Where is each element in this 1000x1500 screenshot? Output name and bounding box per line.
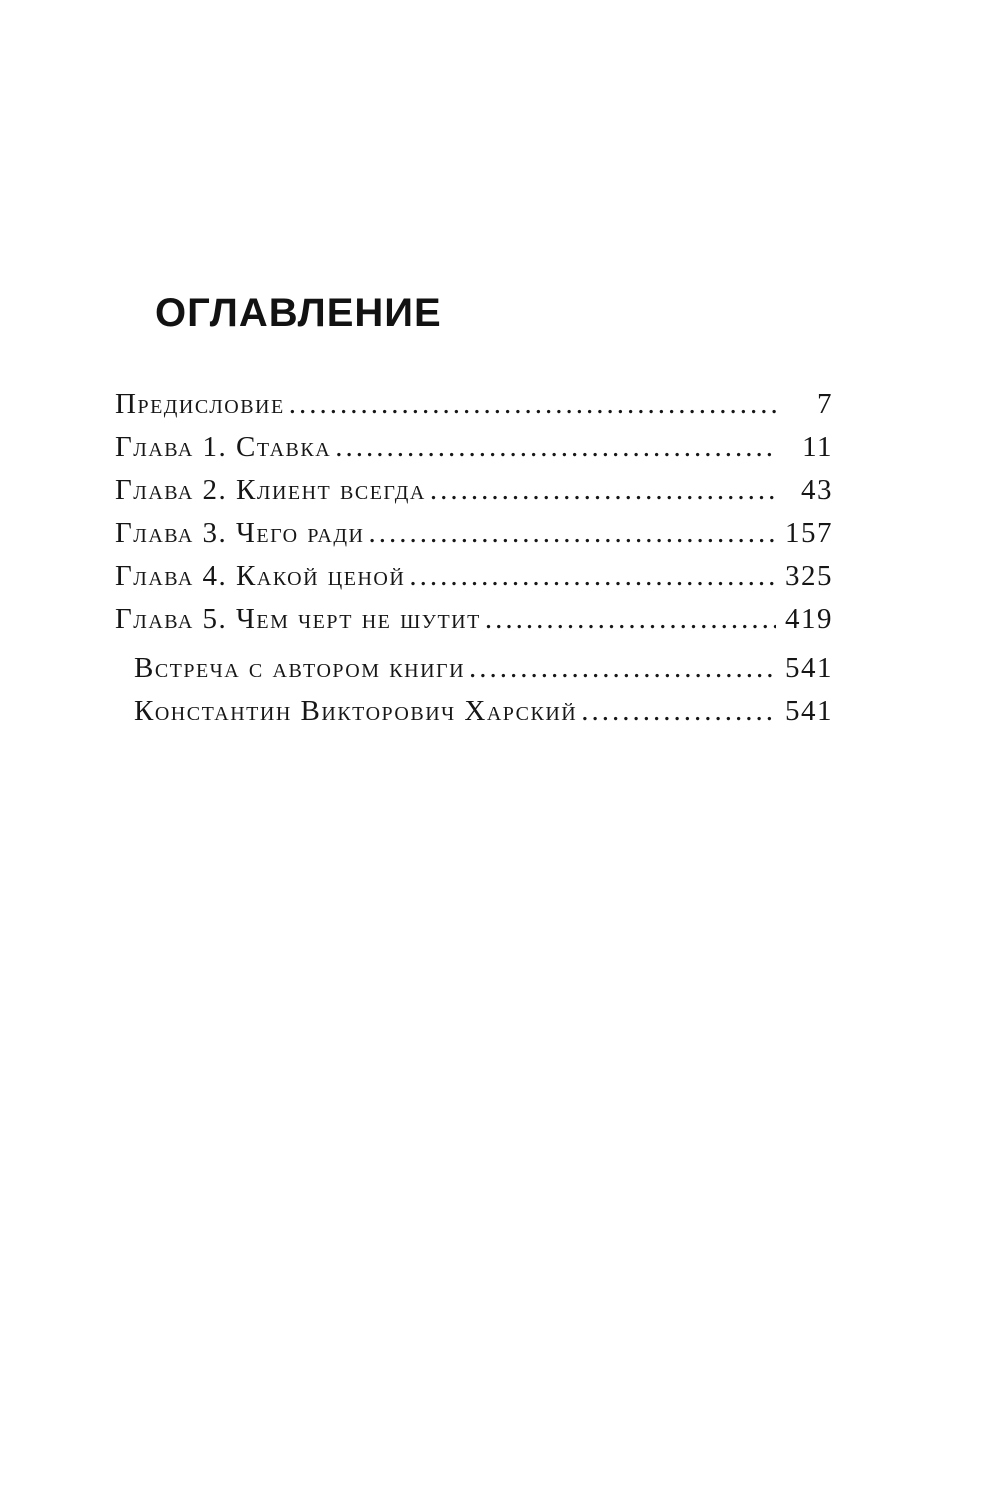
toc-entry-label: Глава 3. Чего ради	[115, 517, 365, 549]
toc-entry-page: 541	[785, 652, 833, 684]
toc-dot-leader	[368, 512, 776, 555]
toc-entry-chapter-1	[115, 426, 833, 469]
toc-entry-label: Глава 5. Чем черт не шутит	[115, 603, 481, 635]
toc-entry-label: Глава 1. Ставка	[115, 431, 332, 463]
toc-dot-leader	[409, 555, 776, 598]
toc-entry-chapter-3	[115, 512, 833, 555]
toc-dot-leader	[581, 690, 776, 733]
toc-dot-leader	[430, 469, 776, 512]
toc-entry-chapter-2	[115, 469, 833, 512]
toc-entry-page: 7	[817, 388, 833, 420]
toc-entry-page: 43	[801, 474, 833, 506]
toc-entry-author-name	[115, 690, 833, 733]
toc-dot-leader	[289, 383, 776, 426]
toc-entry-label: Предисловие	[115, 388, 285, 420]
toc-entry-preface	[115, 383, 833, 426]
toc-entry-author-meeting	[115, 647, 833, 690]
toc-entry-label: Глава 2. Клиент всегда	[115, 474, 426, 506]
toc-entry-page: 419	[785, 603, 833, 635]
toc-dot-leader	[469, 647, 776, 690]
toc-entry-page: 325	[785, 560, 833, 592]
toc-entry-page: 157	[785, 517, 833, 549]
toc-entry-chapter-5	[115, 598, 833, 641]
toc-entry-page: 11	[802, 431, 833, 463]
toc-dot-leader	[485, 598, 776, 641]
toc-entry-page: 541	[785, 695, 833, 727]
table-of-contents	[115, 383, 833, 733]
toc-dot-leader	[335, 426, 776, 469]
toc-entry-label: Встреча с автором книги	[134, 652, 466, 684]
toc-entry-label: Константин Викторович Харский	[134, 695, 578, 727]
page-title: ОГЛАВЛЕНИЕ	[155, 291, 442, 335]
toc-entry-chapter-4	[115, 555, 833, 598]
toc-entry-label: Глава 4. Какой ценой	[115, 560, 406, 592]
